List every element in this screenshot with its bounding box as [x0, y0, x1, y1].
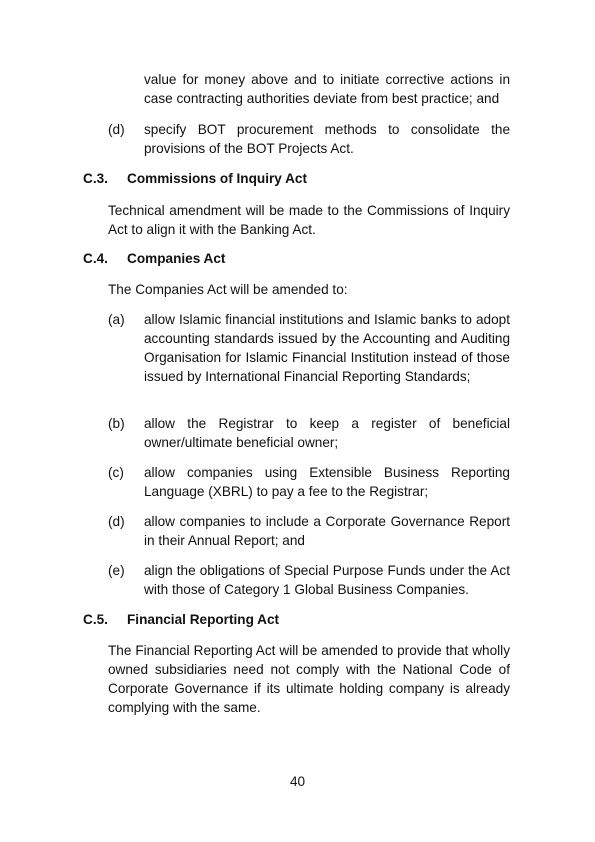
list-item-label: (e) — [108, 563, 125, 578]
section-title: Financial Reporting Act — [127, 612, 280, 627]
list-item-c — [108, 463, 510, 501]
list-item-label: (d) — [108, 514, 125, 529]
section-paragraph-c3: Technical amendment will be made to the Commissions of Inquiry Act to align it with the Banking Act. — [108, 203, 510, 237]
list-item-a — [108, 310, 510, 386]
section-number: C.4. — [83, 251, 108, 266]
list-item-label: (c) — [108, 465, 124, 480]
section-title: Commissions of Inquiry Act — [127, 171, 308, 186]
list-item-text: allow Islamic financial institutions and Islamic banks to adopt accounting standards issued by the Accounting and Auditing Organisation for Islamic Financial Institution instead of those issued by International Financial Reporting Standards; — [144, 312, 510, 384]
list-item-text: specify BOT procurement methods to consolidate the provisions of the BOT Projects Act. — [144, 122, 510, 156]
list-item-label: (a) — [108, 312, 125, 327]
page-number: 40 — [289, 774, 306, 789]
section-number: C.5. — [83, 612, 108, 627]
continued-list-text: value for money above and to initiate corrective actions in case contracting authorities deviate from best practice; and — [144, 72, 510, 106]
section-heading-c4 — [83, 249, 225, 268]
list-item-d-bot — [108, 120, 510, 158]
list-item-label: (d) — [108, 122, 125, 137]
section-title: Companies Act — [127, 251, 226, 266]
list-item-text: allow companies using Extensible Business Reporting Language (XBRL) to pay a fee to the Registrar; — [144, 465, 510, 499]
list-item-text: allow companies to include a Corporate Governance Report in their Annual Report; and — [144, 514, 510, 548]
section-heading-c3 — [83, 169, 307, 188]
list-item-e — [108, 561, 510, 599]
section-paragraph-c5: The Financial Reporting Act will be amended to provide that wholly owned subsidiaries need not comply with the National Code of Corporate Governance if its ultimate holding company is already complying with the same. — [108, 643, 510, 715]
section-heading-c5 — [83, 610, 279, 629]
list-item-b — [108, 414, 510, 452]
section-intro-c4: The Companies Act will be amended to: — [108, 282, 348, 297]
section-number: C.3. — [83, 171, 108, 186]
list-item-label: (b) — [108, 416, 125, 431]
list-item-text: align the obligations of Special Purpose Funds under the Act with those of Category 1 Global Business Companies. — [144, 563, 510, 597]
list-item-text: allow the Registrar to keep a register of beneficial owner/ultimate beneficial owner; — [144, 416, 510, 450]
list-item-d — [108, 512, 510, 550]
